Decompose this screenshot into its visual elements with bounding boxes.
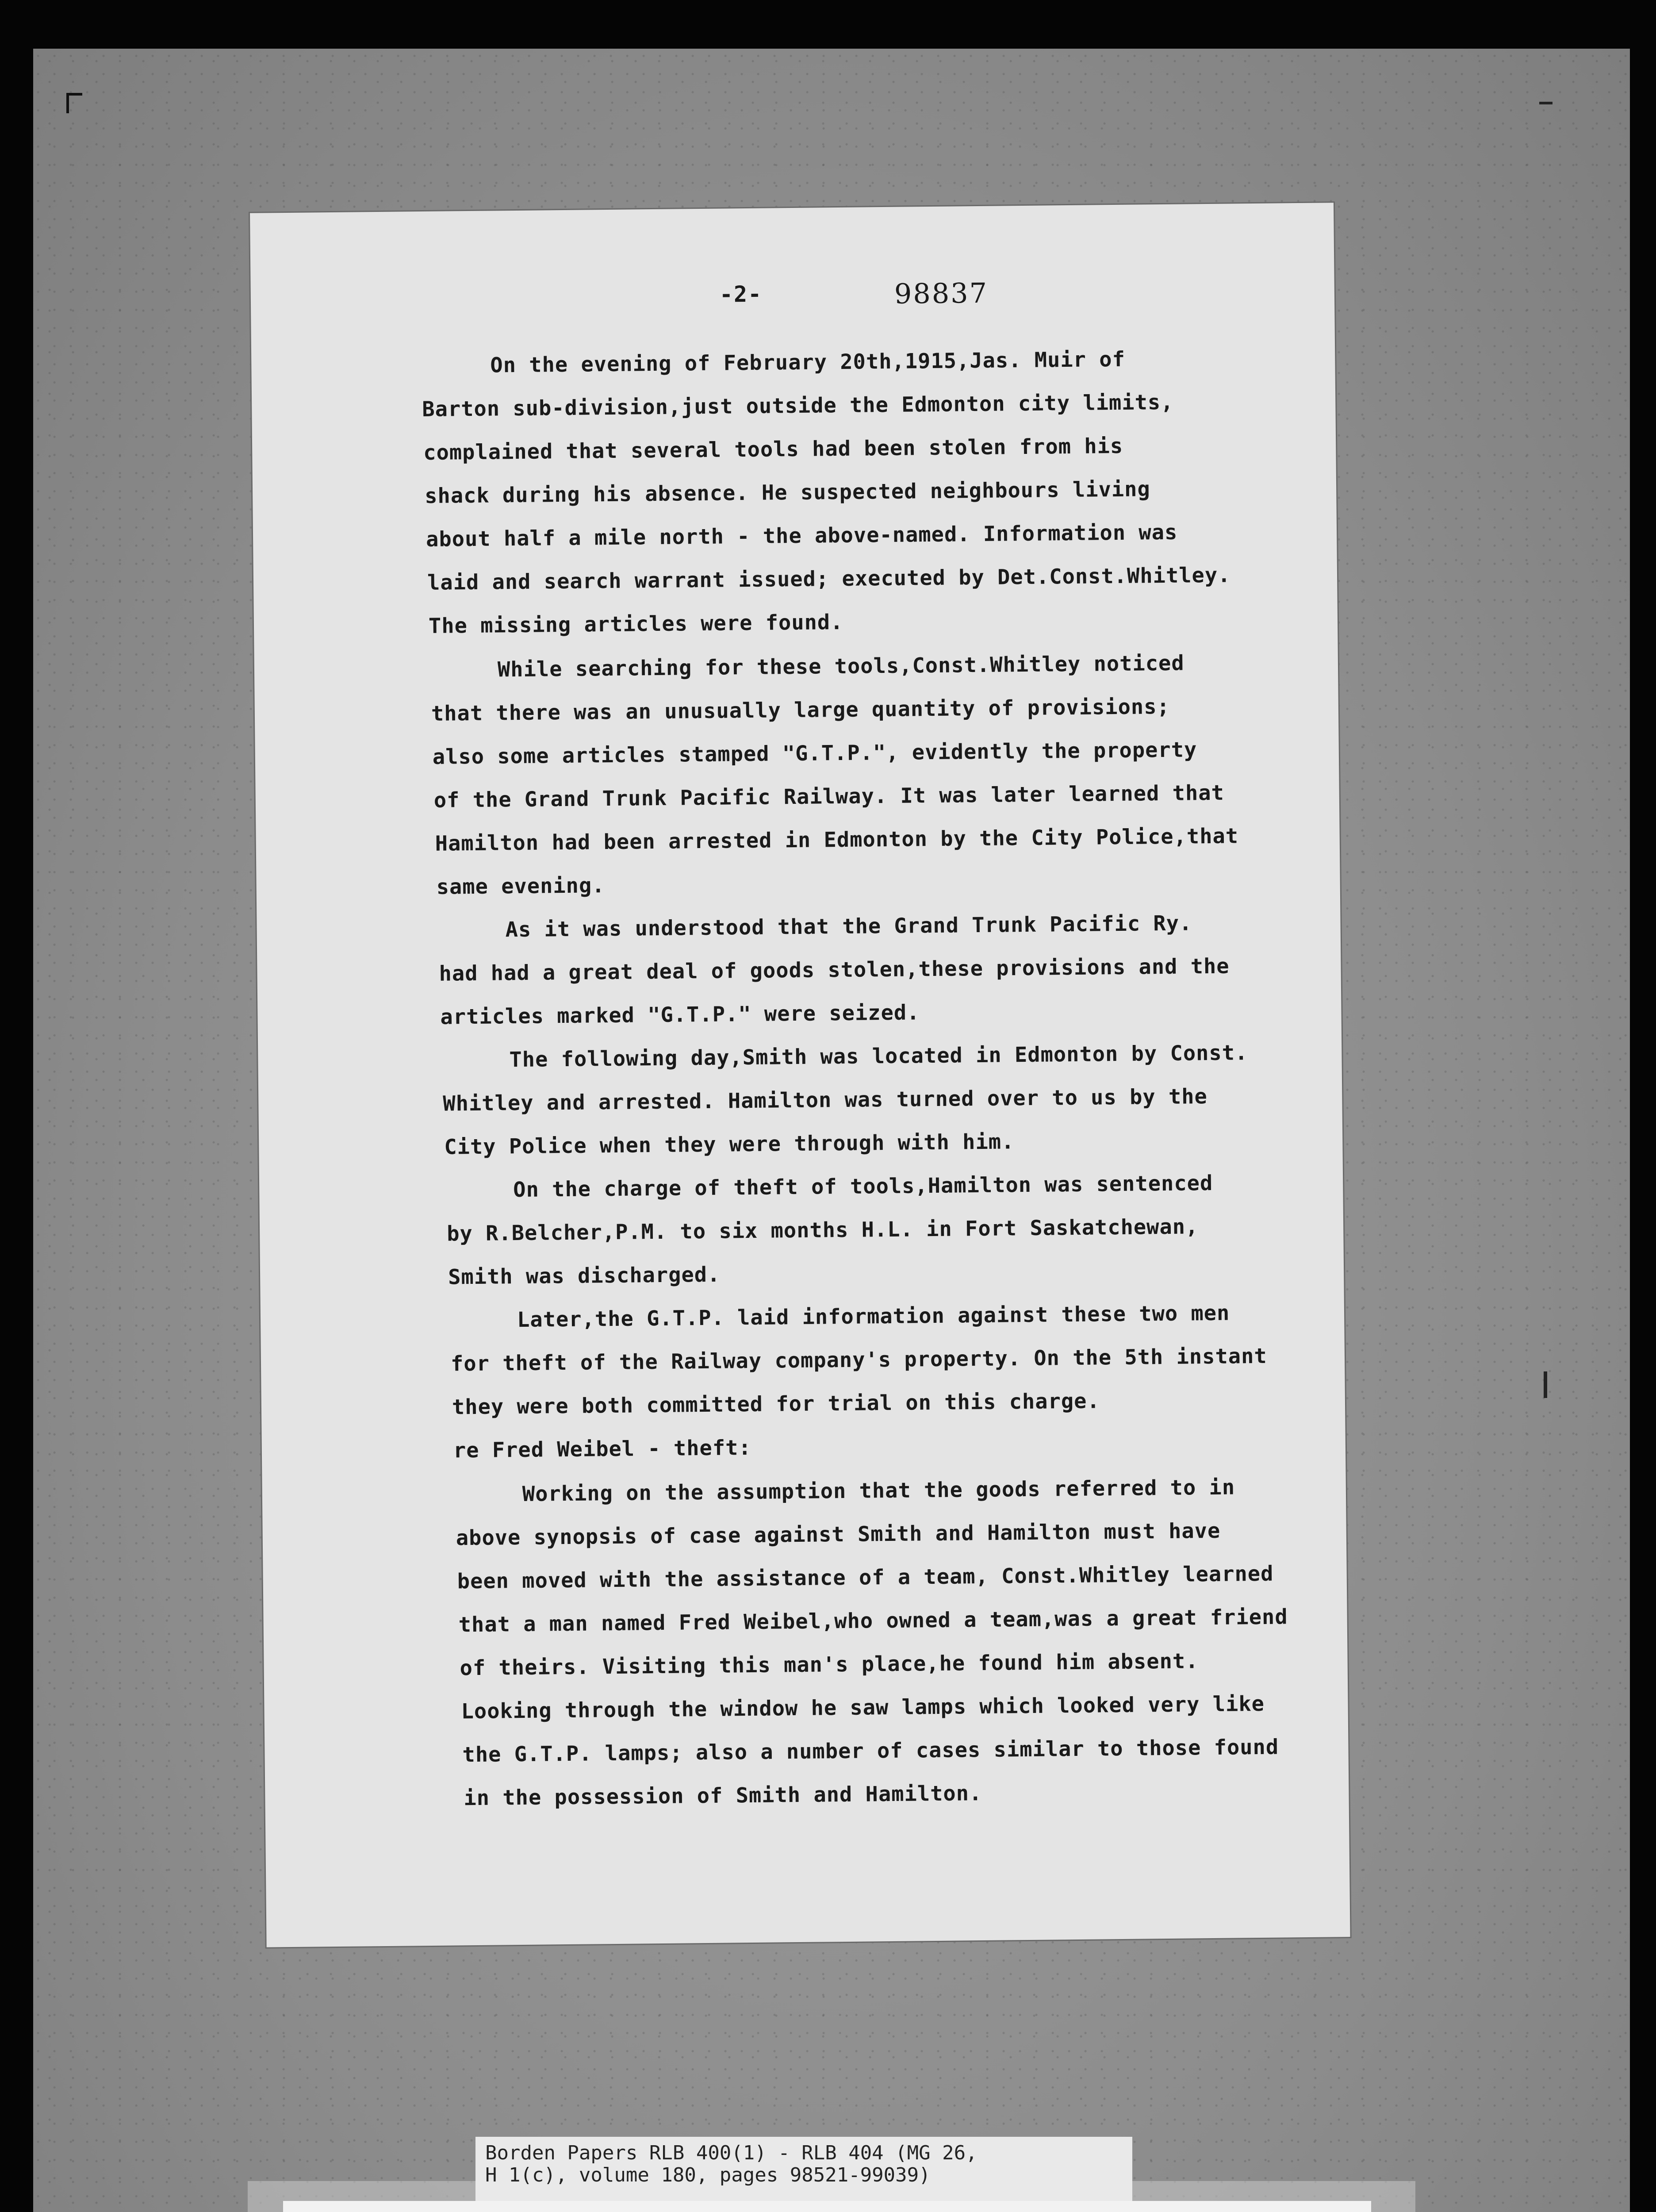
text-line: Later,the G.T.P. laid information against these two men	[517, 1301, 1230, 1333]
text-line: been moved with the assistance of a team, Const.Whitley learned	[457, 1561, 1274, 1594]
text-line: Looking through the window he saw lamps which looked very like	[461, 1691, 1265, 1724]
page-number: -2-	[719, 281, 763, 307]
archives-card	[283, 2201, 1371, 2212]
text-line: laid and search warrant issued; executed by Det.Const.Whitley.	[427, 563, 1231, 595]
text-line: On the evening of February 20th,1915,Jas. Muir of	[490, 347, 1126, 378]
text-line: they were both committed for trial on this charge.	[452, 1389, 1100, 1420]
text-line: same evening.	[436, 873, 605, 899]
text-line: that a man named Fred Weibel,who owned a team,was a great friend	[458, 1605, 1288, 1637]
document-body	[250, 203, 1350, 1947]
text-line: that there was an unusually large quantity of provisions;	[431, 694, 1170, 726]
text-line: of theirs. Visiting this man's place,he found him absent.	[460, 1649, 1199, 1681]
text-line: of the Grand Trunk Pacific Railway. It was later learned that	[433, 780, 1225, 813]
text-line: While searching for these tools,Const.Whitley noticed	[497, 651, 1184, 682]
text-line: Barton sub-division,just outside the Edmonton city limits,	[422, 390, 1174, 422]
document-number: 98837	[894, 276, 989, 310]
typed-document-page	[250, 203, 1350, 1947]
text-line: for theft of the Railway company's property. On the 5th instant	[450, 1344, 1267, 1376]
text-line: about half a mile north - the above-named. Information was	[426, 520, 1178, 552]
edge-mark	[1544, 1371, 1547, 1398]
text-line: shack during his absence. He suspected neighbours living	[424, 477, 1151, 508]
section-heading: re Fred Weibel - theft:	[453, 1436, 751, 1463]
text-line: complained that several tools had been stolen from his	[423, 434, 1123, 465]
catalogue-label-line: H 1(c), volume 180, pages 98521-99039)	[485, 2164, 931, 2186]
text-line: articles marked "G.T.P." were seized.	[440, 1000, 920, 1029]
text-line: in the possession of Smith and Hamilton.	[464, 1781, 982, 1811]
text-line: Hamilton had been arrested in Edmonton by the City Police,that	[435, 824, 1239, 856]
text-line: Working on the assumption that the goods referred to in	[522, 1475, 1235, 1506]
text-line: by R.Belcher,P.M. to six months H.L. in Fort Saskatchewan,	[446, 1214, 1199, 1246]
text-line: The missing articles were found.	[428, 610, 843, 638]
text-line: also some articles stamped "G.T.P.", evidently the property	[432, 737, 1197, 769]
text-line: the G.T.P. lamps; also a number of cases similar to those found	[462, 1735, 1279, 1767]
text-line: As it was understood that the Grand Trunk Pacific Ry.	[505, 911, 1192, 942]
text-line: City Police when they were through with him.	[444, 1129, 1015, 1160]
text-line: The following day,Smith was located in Edmonton by Const.	[509, 1041, 1248, 1072]
catalogue-label	[475, 2137, 1132, 2208]
corner-crop-mark	[1539, 102, 1552, 104]
text-line: Whitley and arrested. Hamilton was turned over to us by the	[443, 1084, 1208, 1116]
text-line: Smith was discharged.	[448, 1262, 721, 1290]
corner-crop-mark	[66, 93, 82, 113]
text-line: above synopsis of case against Smith and Hamilton must have	[456, 1518, 1221, 1551]
text-line: On the charge of theft of tools,Hamilton was sentenced	[513, 1171, 1213, 1202]
catalogue-label-line: Borden Papers RLB 400(1) - RLB 404 (MG 26,	[485, 2142, 978, 2164]
text-line: had had a great deal of goods stolen,these provisions and the	[439, 954, 1230, 986]
